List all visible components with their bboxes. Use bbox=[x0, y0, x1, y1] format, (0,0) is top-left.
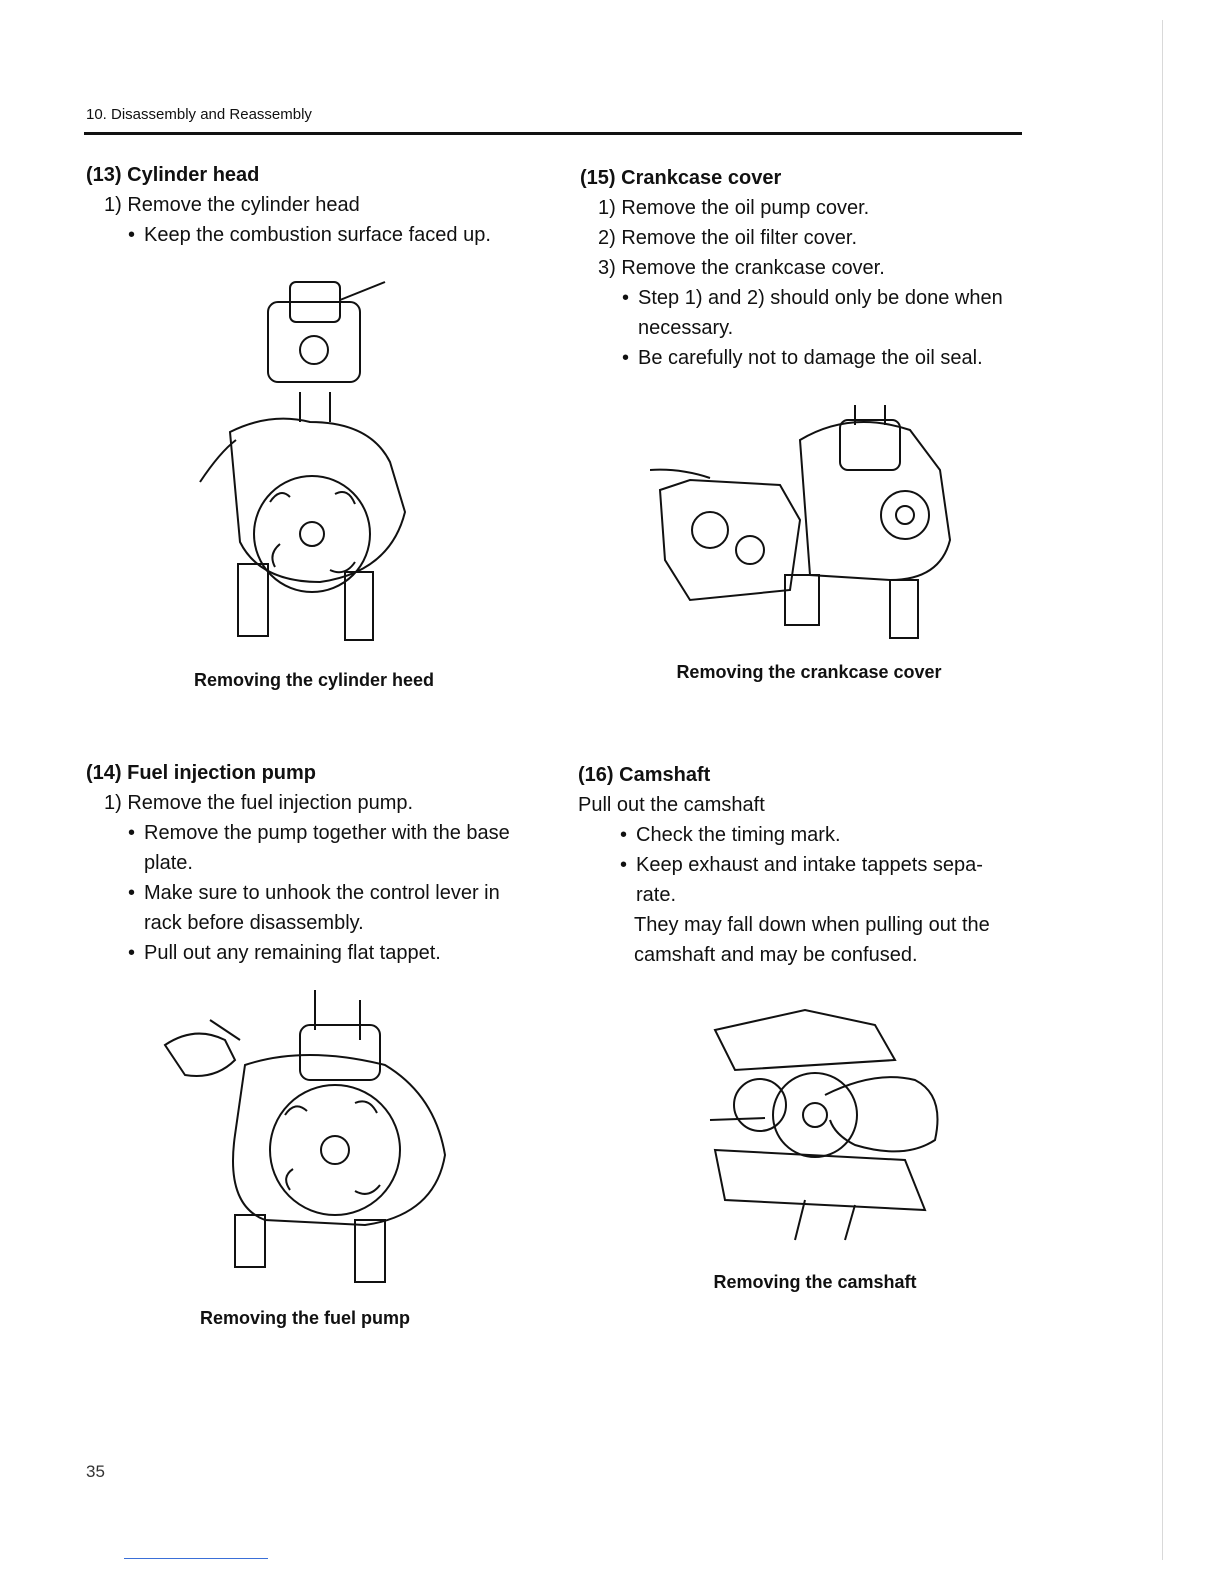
section-16 bbox=[578, 760, 1038, 970]
bullet-dot: • bbox=[622, 347, 630, 369]
step-text: 1) Remove the oil pump cover. bbox=[598, 197, 870, 219]
section-14 bbox=[86, 758, 556, 968]
bullet-dot: • bbox=[128, 942, 136, 964]
header-rule bbox=[84, 132, 1022, 135]
figure-caption: Removing the camshaft bbox=[713, 1272, 917, 1292]
section-heading: (14) Fuel injection pump bbox=[86, 762, 317, 784]
section-15 bbox=[580, 163, 1040, 373]
note-text-continued: camshaft and may be confused. bbox=[634, 944, 918, 966]
bullet-dot: • bbox=[620, 854, 628, 876]
bullet-text: Pull out any remaining flat tappet. bbox=[144, 942, 441, 964]
bullet-item bbox=[86, 878, 556, 938]
section-heading: (15) Crankcase cover bbox=[580, 167, 782, 189]
bullet-dot: • bbox=[128, 822, 136, 844]
bullet-item bbox=[86, 938, 556, 968]
bullet-text: Check the timing mark. bbox=[636, 824, 841, 846]
page-number: 35 bbox=[86, 1462, 105, 1481]
page-edge-line bbox=[1162, 20, 1163, 1560]
intro-text: Pull out the camshaft bbox=[578, 794, 765, 816]
bullet-dot: • bbox=[620, 824, 628, 846]
crankcase-cover-illustration bbox=[650, 400, 962, 645]
running-header: 10. Disassembly and Reassembly bbox=[86, 106, 312, 123]
bullet-item bbox=[578, 820, 1038, 850]
bullet-item bbox=[580, 343, 1040, 373]
bullet-dot: • bbox=[622, 287, 630, 309]
bullet-text-continued: rate. bbox=[636, 884, 677, 906]
camshaft-illustration bbox=[705, 1000, 950, 1245]
cylinder-head-illustration bbox=[190, 272, 430, 644]
bullet-text-continued: rack before disassembly. bbox=[144, 912, 364, 934]
step-text: 2) Remove the oil filter cover. bbox=[598, 227, 857, 249]
figure-caption: Removing the fuel pump bbox=[199, 1308, 410, 1328]
bullet-dot: • bbox=[128, 882, 136, 904]
note-text: They may fall down when pulling out the bbox=[634, 914, 990, 936]
section-13 bbox=[86, 160, 546, 250]
bullet-text: Step 1) and 2) should only be done when bbox=[638, 287, 1003, 309]
bullet-item bbox=[86, 818, 556, 878]
section-heading: (16) Camshaft bbox=[578, 764, 711, 786]
bullet-dot: • bbox=[128, 224, 136, 246]
bullet-text: Keep exhaust and intake tappets sepa- bbox=[636, 854, 983, 876]
bullet-item bbox=[86, 220, 546, 250]
bullet-text-continued: plate. bbox=[144, 852, 193, 874]
section-heading: (13) Cylinder head bbox=[86, 164, 260, 186]
fuel-pump-illustration bbox=[155, 985, 450, 1290]
bullet-text: Keep the combustion surface faced up. bbox=[144, 224, 491, 246]
bullet-item bbox=[578, 850, 1038, 910]
figure-caption: Removing the cylinder heed bbox=[193, 670, 435, 690]
bullet-text-continued: necessary. bbox=[638, 317, 734, 339]
step-text: 1) Remove the cylinder head bbox=[104, 194, 360, 216]
bullet-text: Make sure to unhook the control lever in bbox=[144, 882, 500, 904]
bullet-text: Remove the pump together with the base bbox=[144, 822, 510, 844]
figure-caption: Removing the crankcase cover bbox=[676, 662, 942, 682]
step-text: 1) Remove the fuel injection pump. bbox=[104, 792, 414, 814]
bullet-item bbox=[580, 283, 1040, 343]
step-text: 3) Remove the crankcase cover. bbox=[598, 257, 885, 279]
bullet-text: Be carefully not to damage the oil seal. bbox=[638, 347, 983, 369]
bottom-rule bbox=[124, 1558, 268, 1559]
